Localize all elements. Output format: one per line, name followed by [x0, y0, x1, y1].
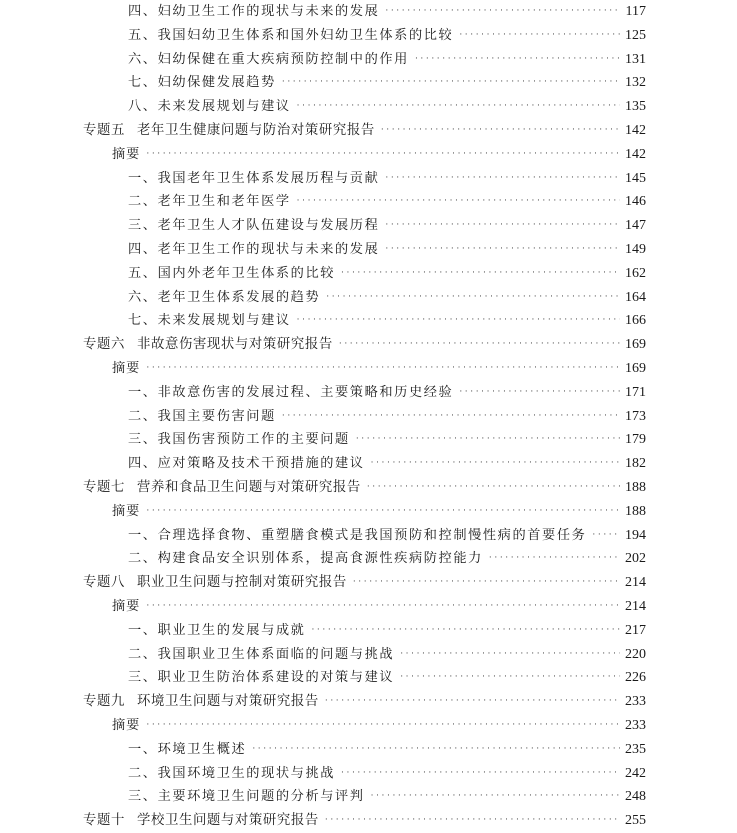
- dot-leader: [341, 762, 620, 786]
- dot-leader: [371, 452, 620, 476]
- page-number: 202: [625, 551, 646, 567]
- toc-entry-title: 五、我国妇幼卫生体系和国外妇幼卫生体系的比较: [128, 27, 454, 43]
- dot-leader: [385, 214, 620, 238]
- dot-leader: [353, 571, 620, 595]
- table-of-contents: [83, 0, 646, 833]
- toc-section-entry[interactable]: [83, 190, 646, 214]
- page-number: 162: [625, 265, 646, 281]
- toc-section-entry[interactable]: [83, 309, 646, 333]
- toc-chapter-entry[interactable]: [83, 571, 646, 595]
- page-number: 145: [625, 170, 646, 186]
- page-number: 179: [625, 432, 646, 448]
- toc-section-entry[interactable]: [83, 643, 646, 667]
- toc-section-entry[interactable]: [83, 238, 646, 262]
- page-number: 132: [625, 75, 646, 91]
- toc-entry-title: 二、构建食品安全识别体系，提高食源性疾病防控能力: [128, 551, 483, 567]
- toc-entry-title: 六、老年卫生体系发展的趋势: [128, 289, 321, 305]
- page-number: 188: [625, 479, 646, 495]
- toc-entry-title: 二、我国环境卫生的现状与挑战: [128, 765, 336, 781]
- toc-entry-title: 三、主要环境卫生问题的分析与评判: [128, 789, 365, 805]
- toc-entry-title: 四、应对策略及技术干预措施的建议: [128, 456, 365, 472]
- toc-entry-title: 七、妇幼保健发展趋势: [128, 75, 276, 91]
- page-number: 226: [625, 670, 646, 686]
- toc-chapter-entry[interactable]: [83, 809, 646, 833]
- dot-leader: [400, 666, 620, 690]
- page-number: 214: [625, 598, 646, 614]
- dot-leader: [297, 309, 620, 333]
- dot-leader: [459, 381, 620, 405]
- chapter-title: 学校卫生问题与对策研究报告: [136, 813, 319, 829]
- page-number: 147: [625, 218, 646, 234]
- dot-leader: [339, 333, 620, 357]
- toc-entry-title: 摘要: [112, 146, 141, 162]
- dot-leader: [592, 524, 620, 548]
- dot-leader: [282, 405, 620, 429]
- toc-section-entry[interactable]: [83, 428, 646, 452]
- toc-entry-title: [83, 333, 333, 357]
- page-number: 220: [625, 646, 646, 662]
- toc-entry-title: [83, 119, 375, 143]
- page-number: 146: [625, 194, 646, 210]
- page-number: 214: [625, 575, 646, 591]
- toc-entry-title: [83, 476, 361, 500]
- chapter-number: 专题十: [83, 813, 125, 829]
- toc-chapter-entry[interactable]: [83, 476, 646, 500]
- toc-entry-title: 四、妇幼卫生工作的现状与未来的发展: [128, 4, 380, 19]
- toc-abstract-entry[interactable]: [83, 357, 646, 381]
- dot-leader: [385, 0, 620, 24]
- page-number: 135: [625, 99, 646, 115]
- toc-section-entry[interactable]: [83, 785, 646, 809]
- dot-leader: [325, 690, 620, 714]
- toc-abstract-entry[interactable]: [83, 143, 646, 167]
- toc-entry-title: 一、非故意伤害的发展过程、主要策略和历史经验: [128, 384, 454, 400]
- toc-entry-title: 二、我国主要伤害问题: [128, 408, 276, 424]
- toc-abstract-entry[interactable]: [83, 500, 646, 524]
- page-number: 217: [625, 622, 646, 638]
- dot-leader: [311, 619, 620, 643]
- dot-leader: [371, 785, 620, 809]
- toc-entry-title: 二、老年卫生和老年医学: [128, 194, 291, 210]
- toc-entry-title: 四、老年卫生工作的现状与未来的发展: [128, 241, 380, 257]
- toc-section-entry[interactable]: [83, 619, 646, 643]
- page-number: 169: [625, 337, 646, 353]
- toc-chapter-entry[interactable]: [83, 119, 646, 143]
- dot-leader: [146, 714, 620, 738]
- chapter-title: 老年卫生健康问题与防治对策研究报告: [136, 122, 375, 138]
- chapter-number: 专题七: [83, 479, 125, 495]
- toc-entry-title: 摘要: [112, 503, 141, 519]
- chapter-title: 营养和食品卫生问题与对策研究报告: [136, 479, 361, 495]
- toc-section-entry[interactable]: [83, 666, 646, 690]
- toc-entry-title: [83, 571, 347, 595]
- page-number: 235: [625, 741, 646, 757]
- toc-entry-title: 摘要: [112, 717, 141, 733]
- page-number: 125: [625, 27, 646, 43]
- toc-abstract-entry[interactable]: [83, 714, 646, 738]
- dot-leader: [252, 738, 620, 762]
- toc-section-entry[interactable]: [83, 24, 646, 48]
- page-number: 164: [625, 289, 646, 305]
- dot-leader: [381, 119, 620, 143]
- page-number: 173: [625, 408, 646, 424]
- dot-leader: [341, 262, 620, 286]
- chapter-title: 职业卫生问题与控制对策研究报告: [136, 575, 347, 591]
- page-number: 142: [625, 122, 646, 138]
- page-number: 255: [625, 813, 646, 829]
- page-number: 131: [625, 51, 646, 67]
- toc-section-entry[interactable]: [83, 738, 646, 762]
- toc-entry-title: 三、老年卫生人才队伍建设与发展历程: [128, 218, 380, 234]
- page-number: 149: [625, 241, 646, 257]
- dot-leader: [146, 143, 620, 167]
- toc-section-entry[interactable]: [83, 95, 646, 119]
- dot-leader: [146, 595, 620, 619]
- chapter-number: 专题五: [83, 122, 125, 138]
- page-number: 248: [625, 789, 646, 805]
- toc-entry-title: [83, 690, 319, 714]
- chapter-number: 专题六: [83, 337, 125, 353]
- page-number: 117: [625, 4, 646, 19]
- toc-section-entry[interactable]: [83, 762, 646, 786]
- dot-leader: [489, 547, 620, 571]
- toc-entry-title: 摘要: [112, 360, 141, 376]
- toc-entry-title: 七、未来发展规划与建议: [128, 313, 291, 329]
- toc-entry-title: 三、我国伤害预防工作的主要问题: [128, 432, 350, 448]
- toc-section-entry[interactable]: [83, 286, 646, 310]
- dot-leader: [297, 190, 620, 214]
- toc-entry-title: 一、合理选择食物、重塑膳食模式是我国预防和控制慢性病的首要任务: [128, 527, 587, 543]
- dot-leader: [146, 357, 620, 381]
- dot-leader: [385, 167, 620, 191]
- dot-leader: [326, 286, 620, 310]
- chapter-number: 专题九: [83, 694, 125, 710]
- page-number: 166: [625, 313, 646, 329]
- toc-section-entry[interactable]: [83, 48, 646, 72]
- page-number: 233: [625, 694, 646, 710]
- page-number: 242: [625, 765, 646, 781]
- toc-abstract-entry[interactable]: [83, 595, 646, 619]
- toc-section-entry[interactable]: [83, 405, 646, 429]
- chapter-title: 环境卫生问题与对策研究报告: [136, 694, 319, 710]
- toc-section-entry[interactable]: [83, 167, 646, 191]
- page-number: 169: [625, 360, 646, 376]
- page-number: 233: [625, 717, 646, 733]
- page-number: 182: [625, 456, 646, 472]
- toc-section-entry[interactable]: [83, 452, 646, 476]
- toc-entry-title: 一、环境卫生概述: [128, 741, 247, 757]
- toc-section-entry[interactable]: [83, 524, 646, 548]
- toc-section-entry[interactable]: [83, 0, 646, 24]
- toc-section-entry[interactable]: [83, 547, 646, 571]
- dot-leader: [400, 643, 620, 667]
- toc-section-entry[interactable]: [83, 71, 646, 95]
- toc-chapter-entry[interactable]: [83, 690, 646, 714]
- toc-chapter-entry[interactable]: [83, 333, 646, 357]
- dot-leader: [367, 476, 620, 500]
- toc-entry-title: 五、国内外老年卫生体系的比较: [128, 265, 336, 281]
- toc-entry-title: 一、我国老年卫生体系发展历程与贡献: [128, 170, 380, 186]
- toc-section-entry[interactable]: [83, 214, 646, 238]
- toc-entry-title: 八、未来发展规划与建议: [128, 99, 291, 115]
- toc-section-entry[interactable]: [83, 381, 646, 405]
- dot-leader: [459, 24, 620, 48]
- toc-entry-title: 三、职业卫生防治体系建设的对策与建议: [128, 670, 395, 686]
- chapter-number: 专题八: [83, 575, 125, 591]
- dot-leader: [297, 95, 620, 119]
- page-number: 188: [625, 503, 646, 519]
- toc-entry-title: 二、我国职业卫生体系面临的问题与挑战: [128, 646, 395, 662]
- page-number: 142: [625, 146, 646, 162]
- toc-entry-title: [83, 809, 319, 833]
- page-number: 171: [625, 384, 646, 400]
- toc-entry-title: 六、妇幼保健在重大疾病预防控制中的作用: [128, 51, 409, 67]
- dot-leader: [146, 500, 620, 524]
- dot-leader: [415, 48, 620, 72]
- toc-entry-title: 一、职业卫生的发展与成就: [128, 622, 306, 638]
- toc-section-entry[interactable]: [83, 262, 646, 286]
- dot-leader: [385, 238, 620, 262]
- toc-entry-title: 摘要: [112, 598, 141, 614]
- dot-leader: [325, 809, 620, 833]
- dot-leader: [356, 428, 620, 452]
- page-number: 194: [625, 527, 646, 543]
- chapter-title: 非故意伤害现状与对策研究报告: [136, 337, 333, 353]
- dot-leader: [282, 71, 620, 95]
